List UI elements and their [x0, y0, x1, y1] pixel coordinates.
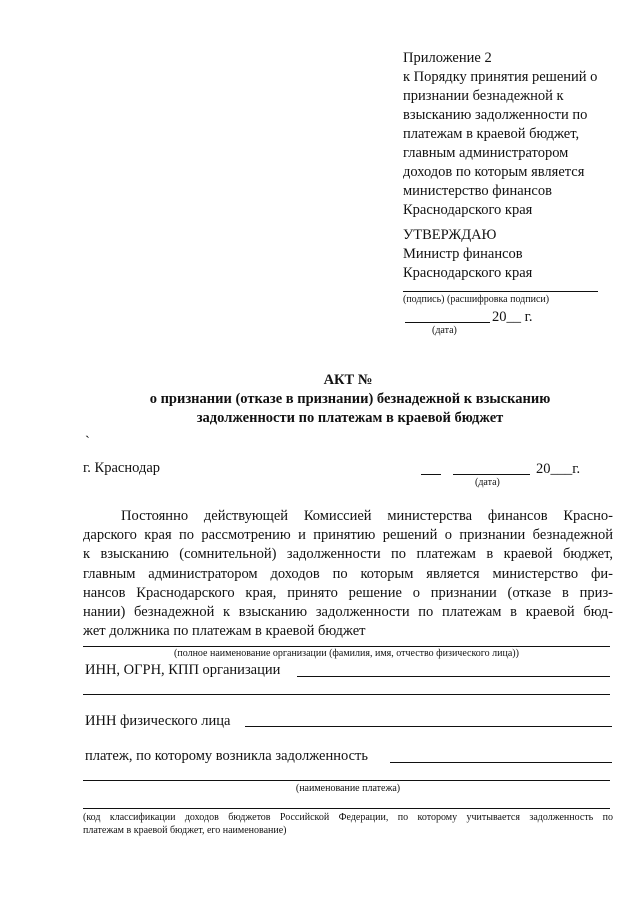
body-paragraph	[83, 507, 613, 641]
body-line: нании) безнадежной к взысканию задолженности по платежам в краевой бюд-	[83, 603, 613, 620]
payment-line	[390, 762, 612, 763]
approval-date-caption: (дата)	[432, 325, 457, 336]
appendix-line: взысканию задолженности по	[403, 107, 588, 123]
approval-line: Краснодарского края	[403, 265, 533, 281]
code-caption-line: платежам в краевой бюджет, его наименование)	[83, 825, 287, 836]
inn-org-line	[297, 676, 610, 677]
inn-person-line	[245, 726, 612, 727]
title-line-3: задолженности по платежам в краевой бюджет	[196, 410, 504, 426]
approval-line: Министр финансов	[403, 246, 523, 262]
body-line: дарского края по рассмотрению и принятию решений о признании безнадежной	[83, 527, 613, 544]
title-line-2: о признании (отказе в признании) безнадежной к взысканию	[149, 391, 551, 407]
payment-caption: (наименование платежа)	[295, 783, 401, 794]
appendix-line: министерство финансов	[403, 183, 552, 199]
appendix-line: главным администратором	[403, 145, 569, 161]
inn-person-label: ИНН физического лица	[85, 713, 231, 729]
payment-line-2	[83, 780, 610, 781]
body-line: Постоянно действующей Комиссией министерства финансов Красно-	[121, 508, 613, 524]
title-line-1: АКТ №	[323, 372, 373, 388]
signature-line	[403, 291, 598, 292]
city: г. Краснодар	[83, 460, 161, 476]
code-caption	[83, 811, 613, 837]
code-caption-line: (код классификации доходов бюджетов Российской Федерации, по которому учитывается задолженность по	[83, 812, 613, 823]
appendix-line: признании безнадежной к	[403, 88, 564, 104]
appendix-line: платежам в краевой бюджет,	[403, 126, 580, 142]
body-line: к взысканию (сомнительной) задолженности по платежам в краевой бюджет,	[83, 546, 613, 563]
approval-heading: УТВЕРЖДАЮ	[403, 227, 497, 243]
approval-year: 20__ г.	[492, 309, 533, 325]
appendix-line: доходов по которым является	[403, 164, 585, 180]
place-year: 20___г.	[536, 461, 581, 477]
org-name-line	[83, 646, 610, 647]
inn-org-label: ИНН, ОГРН, КПП организации	[85, 662, 281, 678]
code-line	[83, 808, 610, 809]
signature-caption: (подпись) (расшифровка подписи)	[403, 294, 550, 305]
org-name-caption: (полное наименование организации (фамилия, имя, отчество физического лица))	[174, 648, 519, 659]
inn-org-line-2	[83, 694, 610, 695]
appendix-line: Краснодарского края	[403, 202, 533, 218]
body-line: нансов Краснодарского края, принято решение о признании (отказе в приз-	[83, 584, 613, 601]
date-blank-line	[405, 322, 490, 323]
payment-label: платеж, по которому возникла задолженность	[85, 748, 368, 764]
appendix-line: Приложение 2	[403, 50, 492, 66]
appendix-line: к Порядку принятия решений о	[403, 69, 598, 85]
body-line: главным администратором доходов по которым является министерство фи-	[83, 565, 613, 582]
place-date-caption: (дата)	[475, 477, 500, 488]
day-blank-line	[421, 474, 441, 475]
body-line: жет должника по платежам в краевой бюджет	[83, 623, 366, 640]
stray-mark: ˋ	[85, 434, 90, 450]
month-blank-line	[453, 474, 530, 475]
